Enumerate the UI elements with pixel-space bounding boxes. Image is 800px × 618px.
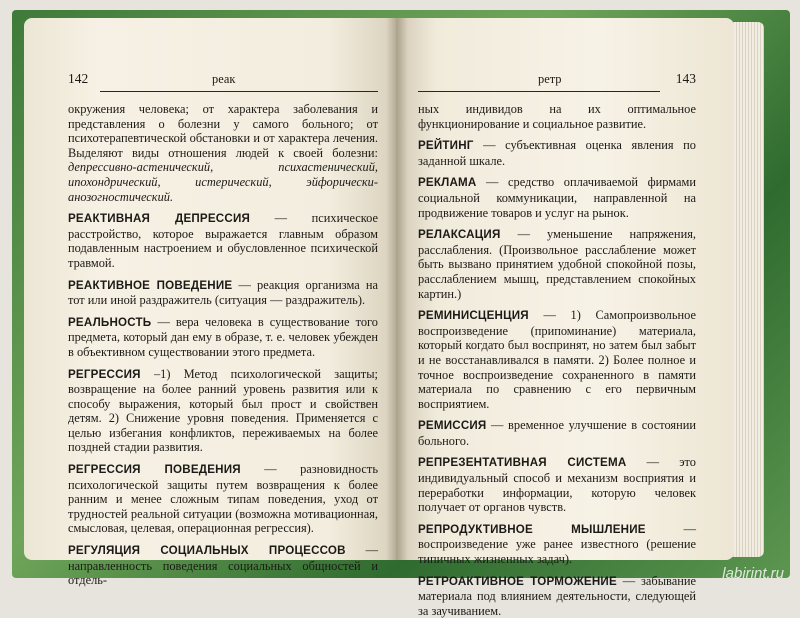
right-entry-6 [418,455,696,514]
left-header-rule [100,91,378,92]
right-header-rule [418,91,660,92]
left-entry-1 [68,211,378,270]
entry-definition: — психическое расстройство, которое выражается главным образом подавленным настроением и обусловленное психической травмой. [68,211,378,270]
right-entry-7 [418,522,696,567]
left-running-header [68,70,378,96]
left-entry-4 [68,367,378,456]
entry-term: РЕГРЕССИЯ [68,367,141,381]
entry-term: РЕАЛЬНОСТЬ [68,315,152,329]
left-entry-2 [68,278,378,308]
right-entries [418,102,696,618]
entry-term: РЕПРОДУКТИВНОЕ МЫШЛЕНИЕ [418,522,646,536]
entry-term: РЕАКТИВНОЕ ПОВЕДЕНИЕ [68,278,233,292]
entry-term: РЕМИНИСЦЕНЦИЯ [418,309,529,323]
left-entry-3 [68,315,378,360]
right-entry-3 [418,227,696,301]
right-entry-8 [418,574,696,618]
entry-definition: — воспроизведение уже ранее известного (решение типичных жизненных задач). [418,521,696,567]
entry-definition: — это индивидуальный способ и механизм восприятия и переработки информации, которую человек получает от органов чувств. [418,455,696,515]
entry-definition: — уменьшение напряжения, расслабления. (Произвольное расслабление может быть вызвано принятием удобной спокойной позы, расслаблением мышц, представлением спокойных картин.) [418,227,696,301]
entry-definition: — забывание материала под влиянием деятельности, следующей за заучиванием. [418,573,696,618]
left-entries [68,102,378,588]
entry-term: РЕАКТИВНАЯ ДЕПРЕССИЯ [68,212,251,226]
right-entry-2 [418,175,696,220]
entry-term: РЕПРЕЗЕНТАТИВНАЯ СИСТЕМА [418,456,627,470]
entry-term: РЕГУЛЯЦИЯ СОЦИАЛЬНЫХ ПРОЦЕССОВ [68,544,346,558]
right-entry-4 [418,308,696,411]
entry-term: РЕКЛАМА [418,176,477,190]
entry-definition: — 1) Самопроизвольное воспроизведение (припоминание) материала, который когдато был воспринят, но затем был забыт и не восстанавливался в памяти. 2) Более полное и точное воспроизведение сохраненного в памяти материала по сравнению с его первичным восприятием. [418,308,696,411]
entry-term: РЕГРЕССИЯ ПОВЕДЕНИЯ [68,463,241,477]
left-entry-5 [68,462,378,536]
right-page [396,18,734,618]
right-entry-5 [418,418,696,448]
entry-definition: –1) Метод психологической защиты; возвращение на более ранний уровень развития или к способу выражения, который был прост и свойствен детям. 2) Снижение уровня поведения. Применяется с целью избегания конфликтов, переживаемых на более поздней стадии развития. [68,366,378,455]
left-entry-6 [68,543,378,588]
entry-term: РЕМИССИЯ [418,419,487,433]
entry-term: РЕЙТИНГ [418,139,474,153]
entry-definition: — временное улучшение в состоянии больного. [418,418,696,448]
book-gutter [386,18,408,560]
entry-definition: — вера человека в существование того предмета, который дан ему в образе, т. е. человек убежден в объективном существовании этого предмета. [68,314,378,359]
entry-term: РЕЛАКСАЦИЯ [418,228,501,242]
entry-definition: — средство оплачиваемой фирмами социальной коммуникации, направленной на продвижение товаров и услуг на рынок. [418,175,696,220]
left-running-head: реак [212,72,236,86]
right-running-header [418,70,696,96]
left-entry-0: окружения человека; от характера заболевания и представления о болезни у самого больного; от психотерапевтической обстановки и от характера лечения. Выделяют виды отношения людей к своей болезни: депрессивно-астенический, психастенический, ипохондрический, истерический, эйфорически-анозогностический. [68,102,378,204]
entry-definition: — направленность поведения социальных общностей и отдель- [68,543,378,588]
right-page-number: 143 [675,71,696,86]
left-page-number: 142 [68,71,89,86]
entry-definition: — реакция организма на тот или иной раздражитель (ситуация — раздражитель). [68,277,378,308]
left-page [24,18,396,588]
watermark: labirint.ru [722,565,784,582]
entry-term: РЕТРОАКТИВНОЕ ТОРМОЖЕНИЕ [418,574,617,588]
right-running-head: ретр [538,72,562,86]
entry-definition: — разновидность психологической защиты путем возвращения к более ранним и менее сложным типам поведения, уход от трудностей реальной ситуации (возможна мотивационная, смысловая, целевая, операционная регрессия). [68,462,378,536]
entry-definition: — субъективная оценка явления по заданной шкале. [418,138,696,168]
right-entry-0: ных индивидов на их оптимальное функционирование и социальное развитие. [418,102,696,131]
right-entry-1 [418,138,696,168]
